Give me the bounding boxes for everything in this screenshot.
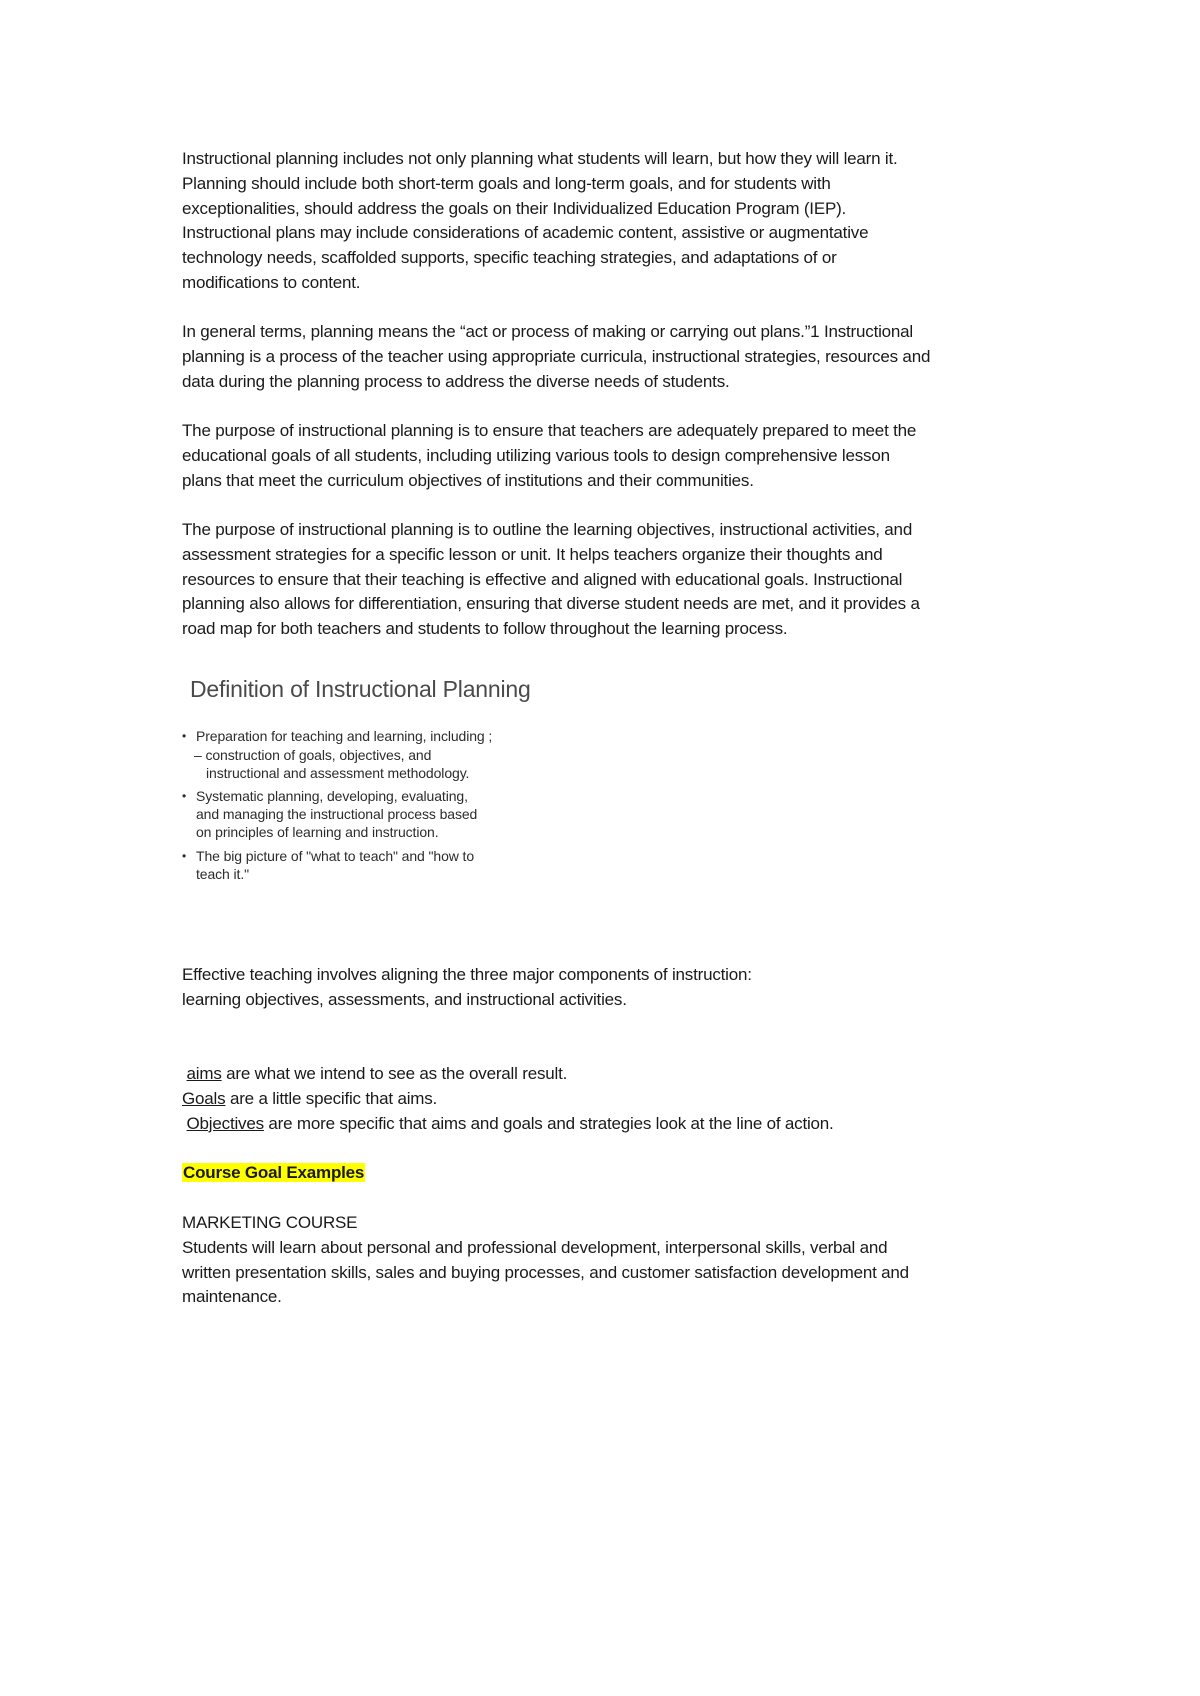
course-goal-heading	[182, 1161, 1042, 1186]
text-line: In general terms, planning means the “act or process of making or carrying out plans.”1 Instructional	[182, 322, 914, 341]
slide-bullet-text: and managing the instructional process based	[196, 806, 478, 822]
text-line: learning objectives, assessments, and instructional activities.	[182, 989, 627, 1009]
bullet-icon: •	[182, 789, 187, 803]
paragraph-purpose-1	[182, 419, 1042, 493]
text-line: maintenance.	[182, 1287, 282, 1307]
slide-sub-text: instructional and assessment methodology.	[206, 765, 470, 781]
paragraph-purpose-2	[182, 518, 1042, 642]
slide-bullet-text: teach it."	[196, 866, 249, 882]
text-line: data during the planning process to address the diverse needs of students.	[182, 371, 730, 391]
definition-text: are a little specific that aims.	[225, 1088, 438, 1108]
text-line: assessment strategies for a specific lesson or unit. It helps teachers organize their thoughts and	[182, 544, 883, 564]
slide-sub-bullet	[194, 746, 431, 765]
bullet-icon: •	[182, 849, 187, 863]
term-goals: Goals	[182, 1088, 226, 1108]
paragraph-effective-teaching	[182, 963, 1042, 1013]
text-line: road map for both teachers and students to follow throughout the learning process.	[182, 619, 788, 639]
slide-bullet-text: Preparation for teaching and learning, including ;	[196, 728, 493, 744]
text-line: plans that meet the curriculum objectives of institutions and their communities.	[182, 470, 754, 490]
text-line: planning is a process of the teacher using appropriate curricula, instructional strategies, resources and	[182, 346, 931, 366]
definition-slide-image	[182, 676, 572, 906]
text-line: resources to ensure that their teaching is effective and aligned with educational goals. Instructional	[182, 569, 903, 589]
highlighted-heading: Course Goal Examples	[183, 1163, 365, 1182]
text-line: The purpose of instructional planning is to ensure that teachers are adequately prepared to meet the	[182, 421, 917, 440]
definition-text: are more specific that aims and goals and strategies look at the line of action.	[263, 1113, 834, 1133]
text-line: Instructional plans may include considerations of academic content, assistive or augmentative	[182, 223, 869, 243]
term-aims: aims	[186, 1064, 222, 1083]
slide-bullet-2	[182, 787, 468, 806]
paragraph-instructional-planning	[182, 147, 1042, 296]
text-line: technology needs, scaffolded supports, specific teaching strategies, and adaptations of or	[182, 248, 837, 268]
paragraph-general-terms	[182, 320, 1042, 394]
slide-sub-text: – construction of goals, objectives, and	[194, 747, 432, 763]
definition-text: are what we intend to see as the overall result.	[221, 1064, 568, 1083]
slide-bullet-3	[182, 847, 475, 866]
slide-title: Definition of Instructional Planning	[190, 676, 531, 702]
text-line: educational goals of all students, including utilizing various tools to design comprehensive lesson	[182, 445, 890, 465]
slide-sub-bullet-cont	[206, 764, 469, 783]
text-line: The purpose of instructional planning is to outline the learning objectives, instructional activities, and	[182, 520, 913, 539]
text-line: Planning should include both short-term goals and long-term goals, and for students with	[182, 173, 831, 193]
text-line: exceptionalities, should address the goals on their Individualized Education Program (IEP).	[182, 198, 847, 218]
definition-objectives	[182, 1112, 1042, 1137]
text-line: Students will learn about personal and professional development, interpersonal skills, verbal and	[182, 1237, 888, 1257]
slide-bullet-2-cont	[196, 823, 439, 842]
definitions-block	[182, 1062, 1042, 1136]
definition-aims	[182, 1062, 1042, 1087]
definition-goals	[182, 1087, 1042, 1112]
marketing-title: MARKETING COURSE	[182, 1213, 358, 1232]
slide-bullet-2-cont	[196, 805, 477, 824]
text-line: written presentation skills, sales and buying processes, and customer satisfaction development and	[182, 1262, 909, 1282]
slide-bullet-text: on principles of learning and instruction.	[196, 824, 439, 840]
text-line: Instructional planning includes not only planning what students will learn, but how they will learn it.	[182, 149, 898, 168]
text-line: Effective teaching involves aligning the three major components of instruction:	[182, 965, 752, 984]
marketing-course-block	[182, 1211, 1042, 1310]
bullet-icon: •	[182, 729, 187, 743]
slide-bullet-text: Systematic planning, developing, evaluating,	[196, 788, 468, 804]
term-objectives: Objectives	[186, 1113, 264, 1133]
text-line: planning also allows for differentiation, ensuring that diverse student needs are met, and it provides a	[182, 594, 920, 614]
slide-bullet-text: The big picture of "what to teach" and "how to	[196, 848, 475, 864]
slide-bullet-1	[182, 727, 493, 746]
text-line: modifications to content.	[182, 272, 361, 292]
slide-bullet-3-cont	[196, 865, 249, 884]
